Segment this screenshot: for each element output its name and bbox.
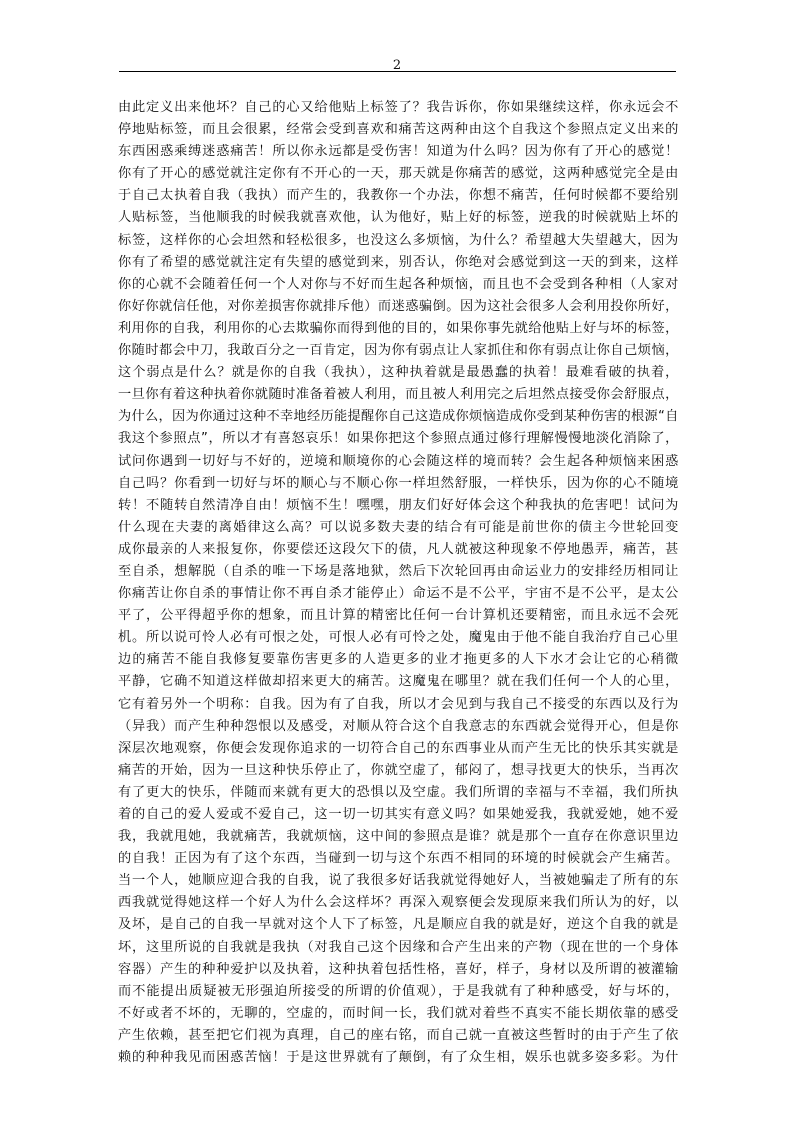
text-line: 西我就觉得她这样一个好人为什么会这样坏？再深入观察便会发现原来我们所认为的好，以 bbox=[118, 895, 678, 911]
text-line: 它有着另外一个明称：自我。因为有了自我，所以才会见到与我自己不接受的东西以及行为 bbox=[118, 696, 678, 712]
body-text bbox=[118, 97, 678, 1069]
text-line: 深层次地观察，你便会发现你追求的一切符合自己的东西事业从而产生无比的快乐其实就是 bbox=[118, 740, 678, 756]
text-line: 而不能提出质疑被无形强迫所接受的所谓的价值观），于是我就有了种种感受，好与坏的， bbox=[118, 983, 678, 999]
text-line: 一旦你有着这种执着你就随时准备着被人利用，而且被人利用完之后坦然点接受你会舒服点， bbox=[118, 387, 678, 403]
text-line: 自己吗？你看到一切好与坏的顺心与不顺心你一样坦然舒服，一样快乐，因为你的心不随境 bbox=[118, 475, 678, 491]
header-divider bbox=[119, 71, 676, 72]
text-line: 着的自己的爱人爱或不爱自己，这一切一切其实有意义吗？如果她爱我，我就爱她，她不爱 bbox=[118, 807, 678, 822]
text-line: 你痛苦让你自杀的事情让你不再自杀才能停止）命运不是不公平，宇宙不是不公平，是太公 bbox=[118, 586, 678, 602]
text-line: 不好或者不坏的，无聊的，空虚的，而时间一长，我们就对着些不真实不能长期依靠的感受 bbox=[118, 1005, 678, 1021]
text-line: 你的心就不会随着任何一个人对你与不好而生起各种烦恼，而且也不会受到各种相（人家对 bbox=[118, 276, 678, 292]
text-line: 人贴标签，当他顺我的时候我就喜欢他，认为他好，贴上好的标签，逆我的时候就贴上坏的 bbox=[118, 210, 678, 226]
text-line: 我这个参照点”，所以才有喜怒哀乐！如果你把这个参照点通过修行理解慢慢地淡化消除了， bbox=[118, 431, 678, 447]
text-line: 你好你就信任他，对你差损害你就排斥他）而迷惑骗倒。因为这社会很多人会利用投你所好， bbox=[118, 298, 678, 314]
text-line: 有了更大的快乐，伴随而来就有更大的恐惧以及空虚。我们所谓的幸福与不幸福，我们所执 bbox=[118, 784, 678, 800]
text-line: 容器）产生的种种爱护以及执着，这种执着包括性格，喜好，样子，身材以及所谓的被灌输 bbox=[118, 961, 678, 977]
text-line: 你有了希望的感觉就注定有失望的感觉到来，别否认，你绝对会感觉到这一天的到来，这样 bbox=[118, 254, 678, 270]
text-line: 平静，它确不知道这样做却招来更大的痛苦。这魔鬼在哪里？就在我们任何一个人的心里， bbox=[118, 674, 678, 690]
text-line: 及坏，是自己的自我一早就对这个人下了标签，凡是顺应自我的就是好，逆这个自我的就是 bbox=[118, 917, 678, 933]
text-line: 我，我就甩她，我就痛苦，我就烦恼，这中间的参照点是谁？就是那个一直存在你意识里边 bbox=[118, 829, 678, 845]
text-line: 于自己太执着自我（我执）而产生的，我教你一个办法，你想不痛苦，任何时候都不要给别 bbox=[118, 188, 678, 204]
text-line: 转！不随转自然清净自由！烦恼不生！嘿嘿，朋友们好好体会这个种我执的危害吧！试问为 bbox=[118, 497, 678, 513]
text-line: 你有了开心的感觉就注定你有不开心的一天，那天就是你痛苦的感觉，这两种感觉完全是由 bbox=[118, 166, 678, 182]
text-line: 的自我！正因为有了这个东西，当碰到一切与这个东西不相同的环境的时候就会产生痛苦。 bbox=[118, 851, 678, 867]
text-line: 你随时都会中刀，我敢百分之一百肯定，因为你有弱点让人家抓住和你有弱点让你自己烦恼， bbox=[118, 343, 678, 359]
text-line: 由此定义出来他坏？自己的心又给他贴上标签了？我告诉你，你如果继续这样，你永远会不 bbox=[118, 100, 678, 115]
text-line: 停地贴标签，而且会很累，经常会受到喜欢和痛苦这两种由这个自我这个参照点定义出来的 bbox=[118, 122, 678, 138]
text-line: 什么现在夫妻的离婚律这么高？可以说多数夫妻的结合有可能是前世你的债主今世轮回变 bbox=[118, 519, 678, 535]
text-line: 赖的种种我见而困惑苦恼！于是这世界就有了颠倒，有了众生相，娱乐也就多姿多彩。为什 bbox=[118, 1050, 678, 1066]
text-line: 东西困惑乘缚迷惑痛苦！所以你永远都是受伤害！知道为什么吗？因为你有了开心的感觉！ bbox=[118, 144, 678, 160]
text-line: 机。所以说可怜人必有可恨之处，可恨人必有可怜之处，魔鬼由于他不能自我治疗自己心里 bbox=[118, 630, 678, 646]
text-line: 利用你的自我，利用你的心去欺骗你而得到他的目的，如果你事先就给他贴上好与坏的标签， bbox=[118, 320, 678, 336]
text-line: 平了，公平得超乎你的想象，而且计算的精密比任何一台计算机还要精密，而且永远不会死 bbox=[118, 608, 678, 624]
text-line: （异我）而产生种种怨恨以及感受，对顺从符合这个自我意志的东西就会觉得开心，但是你 bbox=[118, 718, 678, 734]
text-line: 痛苦的开始，因为一旦这种快乐停止了，你就空虚了，郁闷了，想寻找更大的快乐，当再次 bbox=[118, 762, 678, 778]
text-line: 试问你遇到一切好与不好的，逆境和顺境你的心会随这样的境而转？会生起各种烦恼来困惑 bbox=[118, 453, 678, 469]
text-line: 至自杀，想解脱（自杀的唯一下场是落地狱，然后下次轮回再由命运业力的安排经历相同让 bbox=[118, 563, 678, 579]
text-line: 为什么，因为你通过这种不幸地经历能提醒你自己这造成你烦恼造成你受到某种伤害的根源“自 bbox=[118, 409, 678, 425]
text-line: 坏，这里所说的自我就是我执（对我自己这个因缘和合产生出来的产物（现在世的一个身体 bbox=[118, 939, 678, 955]
text-line: 这个弱点是什么？就是你的自我（我执），这种执着就是最愚蠢的执着！最难看破的执着， bbox=[118, 365, 678, 381]
page-number: 2 bbox=[392, 58, 402, 73]
text-line: 成你最亲的人来报复你，你要偿还这段欠下的债，凡人就被这种现象不停地愚弄，痛苦，甚 bbox=[118, 541, 678, 557]
text-line: 边的痛苦不能自我修复要靠伤害更多的人造更多的业才拖更多的人下水才会让它的心稍微 bbox=[118, 652, 678, 668]
text-line: 标签，这样你的心会坦然和轻松很多，也没这么多烦恼，为什么？希望越大失望越大，因为 bbox=[118, 232, 678, 248]
text-line: 当一个人，她顺应迎合我的自我，说了我很多好话我就觉得她好人，当被她骗走了所有的东 bbox=[118, 873, 678, 889]
text-line: 产生依赖，甚至把它们视为真理，自己的座右铭，而自己就一直被这些暂时的由于产生了依 bbox=[118, 1027, 678, 1043]
